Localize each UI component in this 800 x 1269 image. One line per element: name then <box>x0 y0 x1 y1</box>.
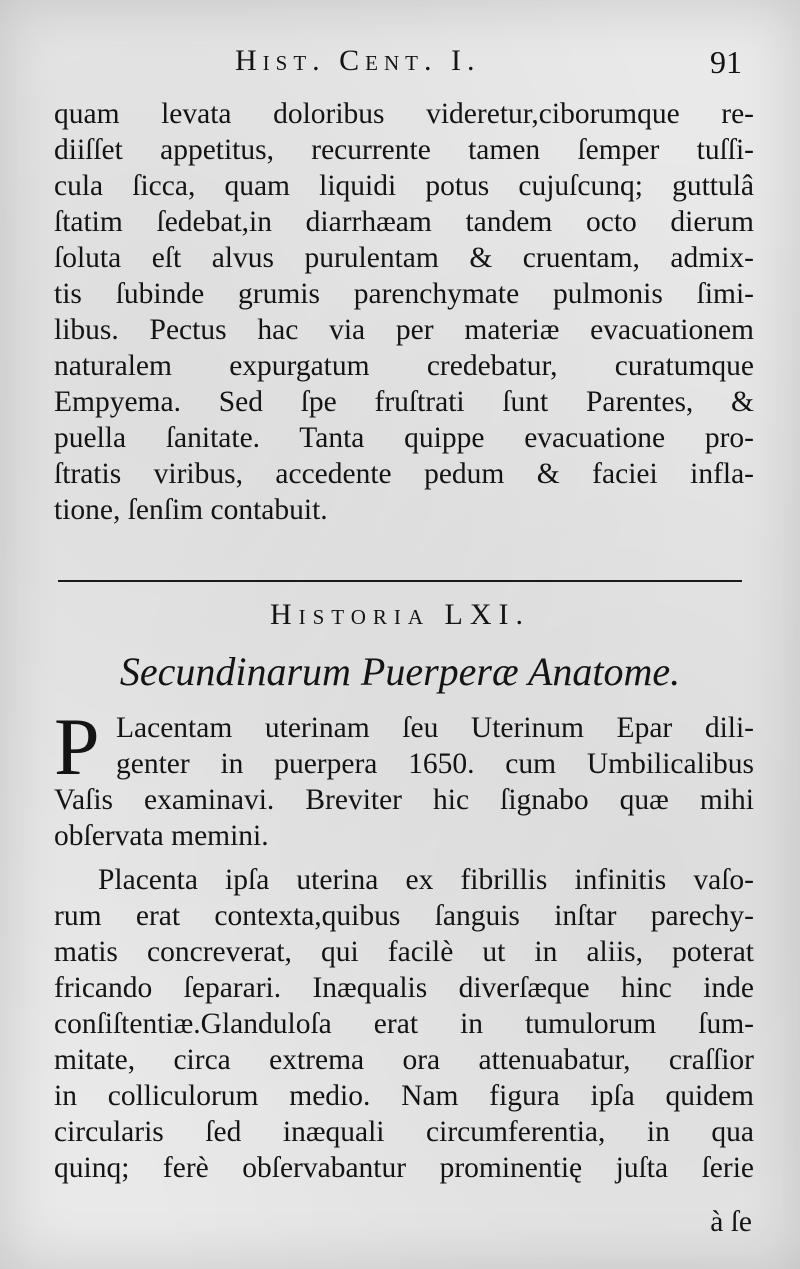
text-line: libus. Pectus hac via per materiæ evacuationem <box>54 314 754 346</box>
first-paragraph <box>54 710 754 854</box>
text-line: mitate, circa extrema ora attenuabatur, craſſior <box>54 1044 754 1076</box>
text-line: ſoluta eſt alvus purulentam & cruentam, admix- <box>54 242 754 274</box>
text-line: conſiſtentiæ.Glanduloſa erat in tumulorum ſum- <box>54 1008 754 1040</box>
text-line: cula ſicca, quam liquidi potus cujuſcunq; guttulâ <box>54 170 754 202</box>
section-heading: Historia LXI. <box>269 598 531 631</box>
text-line: circularis ſed inæquali circumferentia, in qua <box>54 1116 754 1148</box>
page-header <box>60 44 750 88</box>
text-line: rum erat contexta,quibus ſanguis inſtar parechy- <box>54 900 754 932</box>
text-line: naturalem expurgatum credebatur, curatumque <box>54 350 754 382</box>
second-paragraph <box>54 862 754 1186</box>
continuation-paragraph <box>54 96 754 528</box>
text-line: fricando ſeparari. Inæqualis diverſæque hinc inde <box>54 972 754 1004</box>
catchword: à ſe <box>710 1206 752 1238</box>
text-line: matis concreverat, qui facilè ut in aliis, poterat <box>54 936 754 968</box>
drop-cap: P <box>54 701 100 792</box>
text-line: tione, ſenſim contabuit. <box>54 494 328 526</box>
page-number: 91 <box>710 44 742 80</box>
running-title: Hist. Cent. I. <box>235 44 481 77</box>
text-line: Lacentam uterinam ſeu Uterinum Epar dili- <box>116 712 754 744</box>
text-line: diiſſet appetitus, recurrente tamen ſemper tuſſi- <box>54 134 754 166</box>
text-line: ſtratis viribus, accedente pedum & faciei infla- <box>54 458 754 490</box>
text-line: Vaſis examinavi. Breviter hic ſignabo quæ mihi <box>54 784 754 816</box>
text-line: quam levata doloribus videretur,ciborumque re- <box>54 98 754 130</box>
text-line: Placenta ipſa uterina ex fibrillis infinitis vaſo- <box>98 864 754 896</box>
section-divider <box>58 580 742 582</box>
text-line: tis ſubinde grumis parenchymate pulmonis ſimi- <box>54 278 754 310</box>
text-line: in colliculorum medio. Nam figura ipſa quidem <box>54 1080 754 1112</box>
text-line: quinq; ferè obſervabantur prominentię juſta ſerie <box>54 1152 754 1184</box>
text-line: obſervata memini. <box>54 820 269 852</box>
text-line: puella ſanitate. Tanta quippe evacuatione pro- <box>54 422 754 454</box>
text-line: ſtatim ſedebat,in diarrhæam tandem octo dierum <box>54 206 754 238</box>
text-line: genter in puerpera 1650. cum Umbilicalibus <box>116 748 754 780</box>
section-title: Secundinarum Puerperæ Anatome. <box>119 649 681 694</box>
text-line: Empyema. Sed ſpe fruſtrati ſunt Parentes, & <box>54 386 754 418</box>
